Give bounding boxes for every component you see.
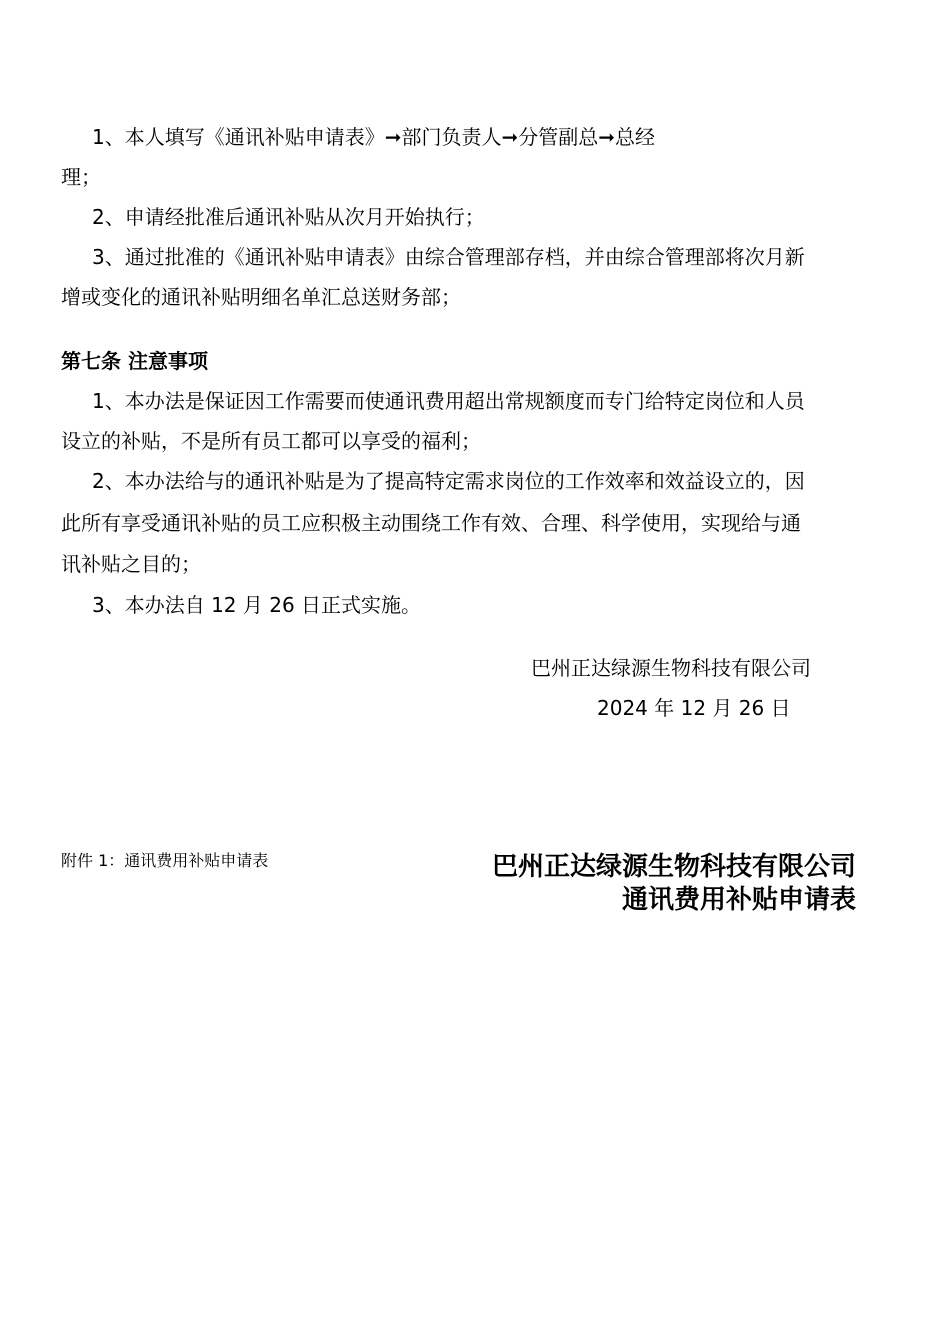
process-step-3-line-1: 3、通过批准的《通讯补贴申请表》由综合管理部存档，并由综合管理部将次月新 <box>92 245 805 269</box>
article-7-item-2-line-2: 此所有享受通讯补贴的员工应积极主动围绕工作有效、合理、科学使用，实现给与通 <box>61 511 801 535</box>
article-7-item-2-line-3: 讯补贴之目的； <box>61 552 201 576</box>
form-title-name: 通讯费用补贴申请表 <box>621 885 856 915</box>
form-title-company: 巴州正达绿源生物科技有限公司 <box>491 852 856 882</box>
article-7-item-1-line-2: 设立的补贴，不是所有员工都可以享受的福利； <box>61 429 481 453</box>
article-7-item-3: 3、本办法自 12 月 26 日正式实施。 <box>92 593 422 617</box>
signature-company: 巴州正达绿源生物科技有限公司 <box>531 656 811 680</box>
attachment-label: 附件 1：通讯费用补贴申请表 <box>61 851 269 870</box>
article-7-heading: 第七条 注意事项 <box>61 349 208 373</box>
process-step-2: 2、申请经批准后通讯补贴从次月开始执行； <box>92 205 485 229</box>
article-7-item-2-line-1: 2、本办法给与的通讯补贴是为了提高特定需求岗位的工作效率和效益设立的，因 <box>92 469 805 493</box>
process-step-1-line-2: 理； <box>61 165 101 189</box>
process-step-1-line-1: 1、本人填写《通讯补贴申请表》➞部门负责人➞分管副总➞总经 <box>92 125 655 149</box>
process-step-3-line-2: 增或变化的通讯补贴明细名单汇总送财务部； <box>61 285 461 309</box>
signature-date: 2024 年 12 月 26 日 <box>597 696 791 720</box>
article-7-item-1-line-1: 1、本办法是保证因工作需要而使通讯费用超出常规额度而专门给特定岗位和人员 <box>92 389 805 413</box>
